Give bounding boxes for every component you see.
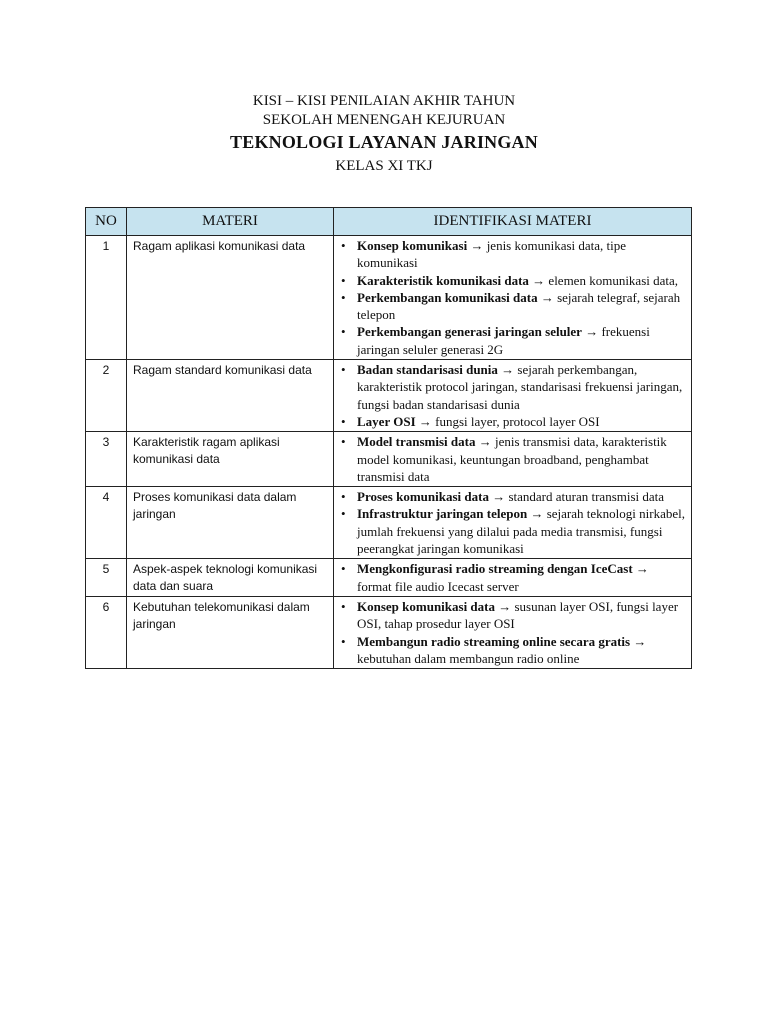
list-item: • Badan standarisasi dunia → sejarah perkembangan, karakteristik protocol jaringan, standarisasi frekuensi jaringan, fungsi badan standarisasi dunia [341,362,683,412]
row-number: 4 [86,487,127,559]
table-row [86,487,692,559]
row-identifikasi [334,559,692,597]
row-identifikasi [334,432,692,487]
item-bold: Konsep komunikasi data [357,598,495,614]
item-bold: Konsep komunikasi [357,238,468,253]
table-row [86,360,692,432]
header-no: NO [86,208,127,236]
item-bold: Layer OSI [357,413,416,429]
list-item: • Karakteristik komunikasi data → elemen komunikasi data, [341,272,679,288]
item-text: → sejarah telegraf, sejarah telepon [357,289,681,323]
row-identifikasi [334,596,692,668]
table-header-row [86,208,692,236]
row-materi: Aspek-aspek teknologi komunikasi data dan suara [127,559,334,597]
row-number: 1 [86,236,127,360]
document-header [0,92,768,176]
row-materi: Kebutuhan telekomunikasi dalam jaringan [127,596,334,668]
row-materi: Ragam aplikasi komunikasi data [127,236,334,360]
item-text: → kebutuhan dalam membangun radio online [357,633,647,666]
list-item: • Proses komunikasi data → standard aturan transmisi data [341,489,665,505]
row-materi: Proses komunikasi data dalam jaringan [127,487,334,559]
item-bold: Mengkonfigurasi radio streaming dengan IceCast [357,561,633,577]
item-bold: Proses komunikasi data [357,489,489,505]
row-materi: Karakteristik ragam aplikasi komunikasi data [127,432,334,487]
item-text: → sejarah perkembangan, karakteristik protocol jaringan, standarisasi frekuensi jaringan, fungsi badan standarisasi dunia [357,362,683,412]
list-item: • Perkembangan generasi jaringan seluler → frekuensi jaringan seluler generasi 2G [341,324,650,357]
list-item: • Konsep komunikasi → jenis komunikasi data, tipe komunikasi [341,238,627,271]
table-row [86,236,692,360]
item-text: → jenis komunikasi data, tipe komunikasi [357,238,627,271]
header-identifikasi: IDENTIFIKASI MATERI [334,208,692,236]
row-number: 3 [86,432,127,487]
item-text: → standard aturan transmisi data [488,489,665,505]
table-body [86,236,692,669]
list-item: • Layer OSI → fungsi layer, protocol layer OSI [341,413,600,429]
list-item: • Mengkonfigurasi radio streaming dengan IceCast → format file audio Icecast server [341,561,649,594]
row-identifikasi [334,236,692,360]
table-row [86,432,692,487]
row-number: 5 [86,559,127,597]
table-row [86,559,692,597]
class-label: KELAS XI TKJ [335,158,433,174]
item-text: → sejarah teknologi nirkabel, jumlah frekuensi yang dilalui pada media transmisi, fungsi peerangkat jaringan komunikasi [357,506,685,557]
list-item: • Konsep komunikasi data → susunan layer OSI, fungsi layer OSI, tahap prosedur layer OSI [341,598,679,632]
row-number: 2 [86,360,127,432]
item-text: → frekuensi jaringan seluler generasi 2G [357,324,650,357]
item-text: → format file audio Icecast server [357,561,649,594]
item-text: → jenis transmisi data, karakteristik model komunikasi, keuntungan broadband, penghambat transmisi data [357,434,667,484]
header-line-2: SEKOLAH MENENGAH KEJURUAN [262,112,506,128]
item-text: → elemen komunikasi data, [528,272,679,288]
item-bold: Perkembangan generasi jaringan seluler [357,324,582,340]
row-identifikasi [334,487,692,559]
item-text: → susunan layer OSI, fungsi layer OSI, tahap prosedur layer OSI [357,598,679,632]
list-item: • Perkembangan komunikasi data → sejarah telegraf, sejarah telepon [341,289,681,323]
item-bold: Infrastruktur jaringan telepon [357,506,528,522]
document-title: TEKNOLOGI LAYANAN JARINGAN [230,132,538,152]
item-bold: Model transmisi data [357,434,476,450]
item-bold: Perkembangan komunikasi data [357,289,538,305]
table-row [86,596,692,668]
item-bold: Karakteristik komunikasi data [357,272,529,288]
item-text: → fungsi layer, protocol layer OSI [415,413,600,429]
list-item: • Membangun radio streaming online secara gratis → kebutuhan dalam membangun radio online [341,633,647,666]
item-bold: Badan standarisasi dunia [357,362,498,378]
list-item: • Infrastruktur jaringan telepon → sejarah teknologi nirkabel, jumlah frekuensi yang dilalui pada media transmisi, fungsi peerangkat jaringan komunikasi [341,506,685,557]
header-materi: MATERI [127,208,334,236]
row-number: 6 [86,596,127,668]
row-materi: Ragam standard komunikasi data [127,360,334,432]
item-bold: Membangun radio streaming online secara gratis [357,633,631,649]
kisi-table [85,207,692,669]
row-identifikasi [334,360,692,432]
header-line-1: KISI – KISI PENILAIAN AKHIR TAHUN [252,93,516,109]
list-item: • Model transmisi data → jenis transmisi data, karakteristik model komunikasi, keuntungan broadband, penghambat transmisi data [341,434,667,484]
